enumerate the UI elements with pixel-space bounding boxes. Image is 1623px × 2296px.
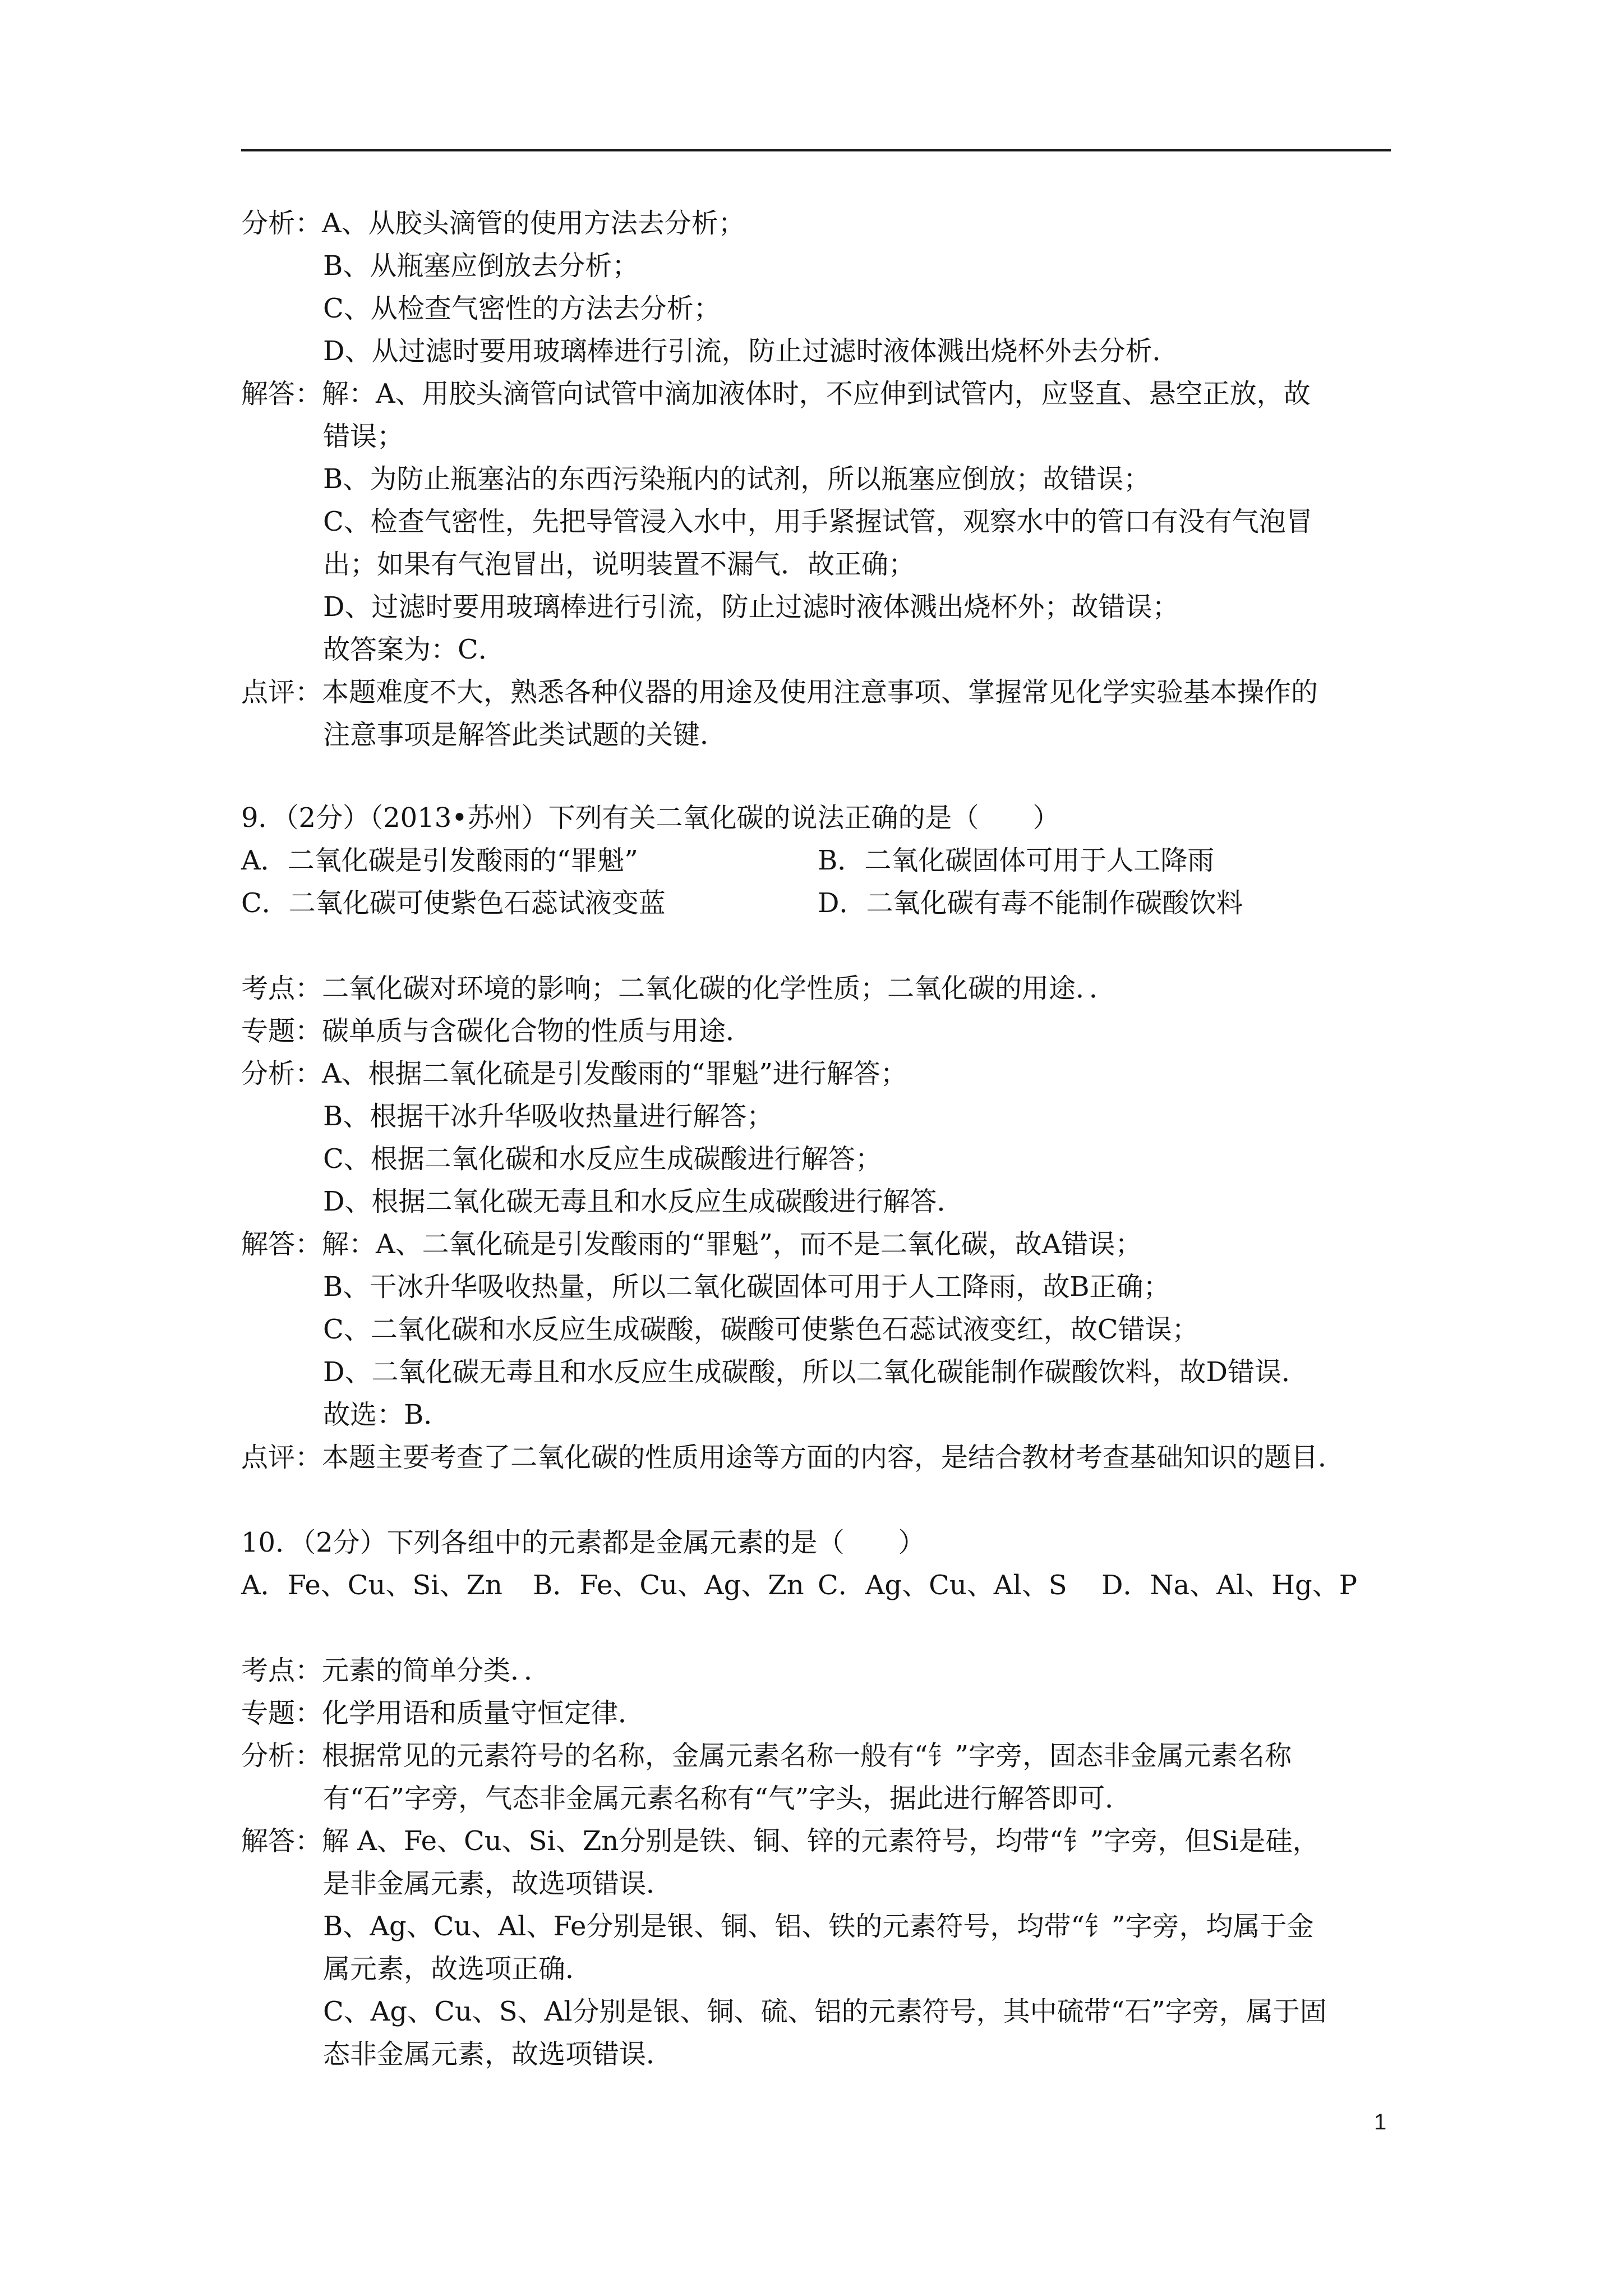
answer-line: C、Ag、Cu、S、Al分别是银、铜、硫、铝的元素符号，其中硫带“石”字旁，属于固 [323,1996,1327,2027]
answer-line: 出；如果有气泡冒出，说明装置不漏气．故正确； [323,549,916,580]
answer-line: 故答案为：C． [323,634,505,665]
option-c: C．二氧化碳可使紫色石蕊试液变蓝 [241,887,666,919]
option-a: A．二氧化碳是引发酸雨的“罪魁” [241,845,638,876]
answer-line: C、检查气密性，先把导管浸入水中，用手紧握试管，观察水中的管口有没有气泡冒 [323,506,1313,537]
analysis-line: 分析：A、根据二氧化硫是引发酸雨的“罪魁”进行解答； [241,1058,907,1089]
option-b: B．二氧化碳固体可用于人工降雨 [818,845,1215,876]
answer-line: 解答：解：A、二氧化硫是引发酸雨的“罪魁”，而不是二氧化碳，故A错误； [241,1228,1142,1260]
kaodian-line: 考点：元素的简单分类．． [241,1655,551,1686]
answer-line: B、干冰升华吸收热量，所以二氧化碳固体可用于人工降雨，故B正确； [323,1271,1170,1303]
zhuanti-line: 专题：化学用语和质量守恒定律． [241,1697,645,1729]
answer-line: 态非金属元素，故选项错误． [323,2039,674,2070]
analysis-line: 分析：根据常见的元素符号的名称，金属元素名称一般有“钅”字旁，固态非金属元素名称 [241,1740,1292,1772]
option-d: D．Na、Al、Hg、P [1101,1570,1358,1601]
header-rule [241,149,1391,151]
option-d: D．二氧化碳有毒不能制作碳酸饮料 [818,887,1243,919]
analysis-line: C、根据二氧化碳和水反应生成碳酸进行解答； [323,1143,882,1175]
comment-line: 点评：本题主要考查了二氧化碳的性质用途等方面的内容，是结合教材考查基础知识的题目． [241,1442,1345,1473]
analysis-line: 有“石”字旁，气态非金属元素名称有“气”字头，据此进行解答即可． [323,1783,1132,1814]
analysis-line: D、根据二氧化碳无毒且和水反应生成碳酸进行解答． [323,1186,964,1217]
analysis-line: D、从过滤时要用玻璃棒进行引流，防止过滤时液体溅出烧杯外去分析． [323,335,1179,367]
answer-line: D、二氧化碳无毒且和水反应生成碳酸，所以二氧化碳能制作碳酸饮料，故D错误． [323,1356,1308,1388]
kaodian-line: 考点：二氧化碳对环境的影响；二氧化碳的化学性质；二氧化碳的用途．． [241,973,1117,1004]
answer-line: 解答：解 A、Fe、Cu、Si、Zn分别是铁、铜、锌的元素符号，均带“钅”字旁，但Si是硅， [241,1825,1320,1857]
zhuanti-line: 专题：碳单质与含碳化合物的性质与用途． [241,1015,753,1047]
answer-line: D、过滤时要用玻璃棒进行引流，防止过滤时液体溅出烧杯外；故错误； [323,591,1179,623]
page-number: 1 [1374,2110,1387,2134]
analysis-line: C、从检查气密性的方法去分析； [323,293,721,324]
answer-line: B、Ag、Cu、Al、Fe分别是银、铜、铝、铁的元素符号，均带“钅”字旁，均属于金 [323,1911,1314,1942]
comment-line: 注意事项是解答此类试题的关键． [323,719,727,751]
analysis-line: B、根据干冰升华吸收热量进行解答； [323,1101,774,1132]
comment-line: 点评：本题难度不大，熟悉各种仪器的用途及使用注意事项、掌握常见化学实验基本操作的 [241,677,1318,708]
option-c: C．Ag、Cu、Al、S [818,1570,1067,1601]
answer-line: 故选：B． [323,1399,451,1430]
answer-line: C、二氧化碳和水反应生成碳酸，碳酸可使紫色石蕊试液变红，故C错误； [323,1314,1199,1345]
answer-line: 属元素，故选项正确． [323,1953,593,1985]
answer-line: B、为防止瓶塞沾的东西污染瓶内的试剂，所以瓶塞应倒放；故错误； [323,463,1151,495]
question-stem: 9．（2分）（2013•苏州）下列有关二氧化碳的说法正确的是（ ） [241,802,1060,834]
analysis-line: 分析：A、从胶头滴管的使用方法去分析； [241,208,745,239]
answer-line: 错误； [323,421,404,452]
answer-line: 是非金属元素，故选项错误． [323,1868,674,1899]
analysis-line: B、从瓶塞应倒放去分析； [323,250,639,282]
option-b: B．Fe、Cu、Ag、Zn [533,1570,804,1601]
answer-line: 解答：解：A、用胶头滴管向试管中滴加液体时，不应伸到试管内，应竖直、悬空正放，故 [241,378,1311,409]
option-a: A．Fe、Cu、Si、Zn [241,1570,502,1601]
question-stem: 10．（2分）下列各组中的元素都是金属元素的是（ ） [241,1527,925,1558]
